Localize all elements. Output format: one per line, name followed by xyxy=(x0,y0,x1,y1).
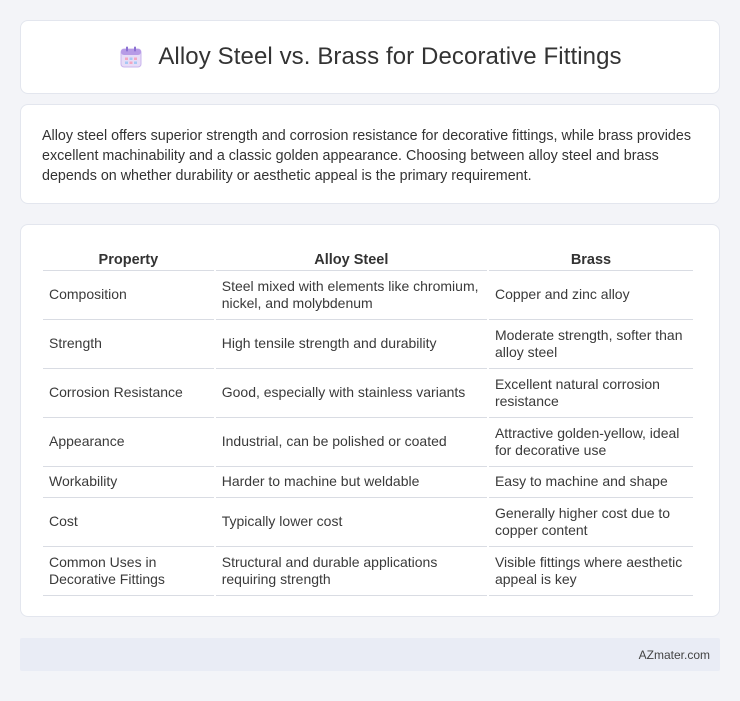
table-row xyxy=(43,547,693,596)
column-header-property: Property xyxy=(43,245,214,271)
table-cell: Typically lower cost xyxy=(216,498,487,547)
comparison-table-card xyxy=(20,224,720,617)
column-header-alloy-steel: Alloy Steel xyxy=(216,245,487,271)
table-cell: Composition xyxy=(43,271,214,320)
table-cell: Strength xyxy=(43,320,214,369)
table-cell: Structural and durable applications requiring strength xyxy=(216,547,487,596)
table-cell: Generally higher cost due to copper content xyxy=(489,498,693,547)
table-cell: Attractive golden-yellow, ideal for decorative use xyxy=(489,418,693,467)
table-header-row xyxy=(43,245,693,271)
table-cell: Common Uses in Decorative Fittings xyxy=(43,547,214,596)
table-row xyxy=(43,320,693,369)
column-header-brass: Brass xyxy=(489,245,693,271)
comparison-table xyxy=(41,245,695,596)
table-cell: Appearance xyxy=(43,418,214,467)
intro-text: Alloy steel offers superior strength and corrosion resistance for decorative fittings, while brass provides excellent machinability and a classic golden appearance. Choosing between alloy steel and brass depends on whether durability or aesthetic appeal is the primary requirement. xyxy=(42,128,691,184)
footer-bar xyxy=(20,638,720,671)
calendar-icon xyxy=(118,44,144,70)
table-row xyxy=(43,467,693,498)
header-card xyxy=(20,20,720,94)
table-cell: Cost xyxy=(43,498,214,547)
footer-source-link[interactable]: AZmater.com xyxy=(638,647,710,662)
table-cell: High tensile strength and durability xyxy=(216,320,487,369)
table-cell: Industrial, can be polished or coated xyxy=(216,418,487,467)
title-wrap xyxy=(118,43,621,71)
table-row xyxy=(43,271,693,320)
table-row xyxy=(43,498,693,547)
table-cell: Copper and zinc alloy xyxy=(489,271,693,320)
table-cell: Easy to machine and shape xyxy=(489,467,693,498)
table-row xyxy=(43,369,693,418)
table-cell: Harder to machine but weldable xyxy=(216,467,487,498)
table-cell: Good, especially with stainless variants xyxy=(216,369,487,418)
table-cell: Moderate strength, softer than alloy steel xyxy=(489,320,693,369)
table-cell: Steel mixed with elements like chromium, nickel, and molybdenum xyxy=(216,271,487,320)
table-cell: Workability xyxy=(43,467,214,498)
table-cell: Excellent natural corrosion resistance xyxy=(489,369,693,418)
table-cell: Corrosion Resistance xyxy=(43,369,214,418)
intro-card xyxy=(20,104,720,204)
table-row xyxy=(43,418,693,467)
page-title: Alloy Steel vs. Brass for Decorative Fittings xyxy=(158,43,622,70)
table-cell: Visible fittings where aesthetic appeal is key xyxy=(489,547,693,596)
